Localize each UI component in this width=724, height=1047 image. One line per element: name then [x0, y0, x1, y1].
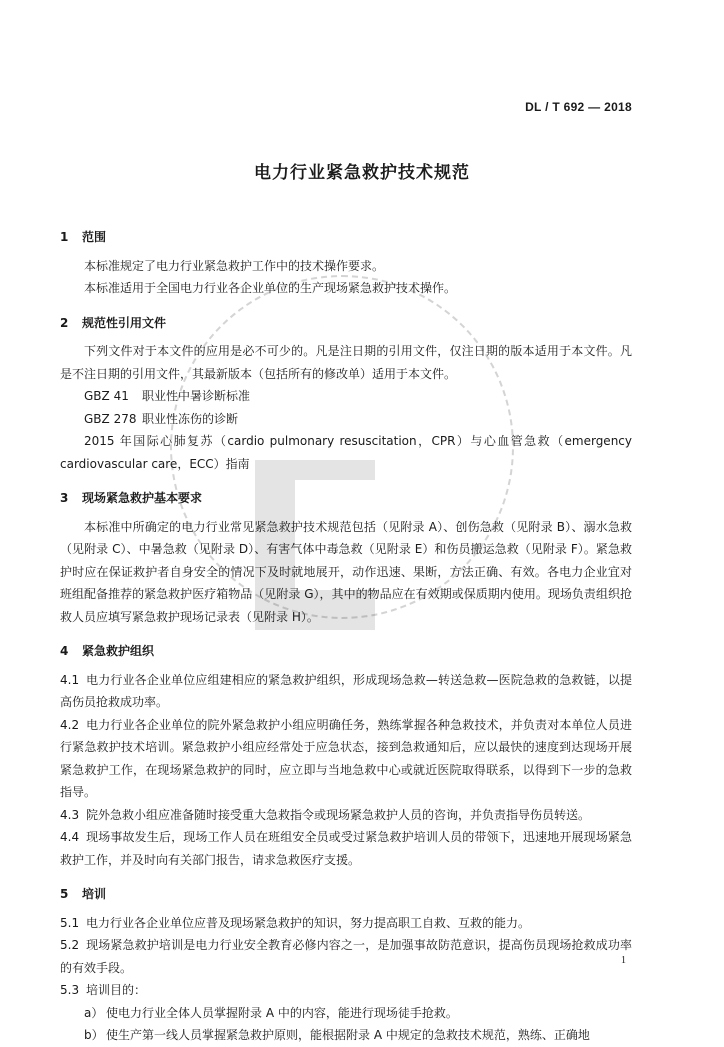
clause	[60, 669, 632, 714]
paragraph: 本标准适用于全国电力行业各企业单位的生产现场紧急救护技术操作。	[84, 281, 457, 295]
reference-item	[60, 385, 632, 408]
clause	[60, 912, 632, 935]
section-number: 1	[60, 230, 69, 244]
clause	[60, 826, 632, 871]
page-number: 1	[621, 955, 626, 966]
reference-item	[60, 408, 632, 431]
reference-guideline: 2015 年国际心肺复苏（cardio pulmonary resuscitation，CPR）与心血管急救（emergency cardiovascular care，ECC）指南	[60, 434, 632, 471]
clause-text: 现场紧急救护培训是电力行业安全教育必修内容之一，是加强事故防范意识，提高伤员现场抢救成功率的有效手段。	[60, 938, 632, 975]
section-number: 4	[60, 644, 69, 658]
reference-code: GBZ 41	[84, 389, 129, 403]
section-heading	[60, 640, 632, 663]
paragraph: 下列文件对于本文件的应用是必不可少的。凡是注日期的引用文件，仅注日期的版本适用于本文件。凡是不注日期的引用文件，其最新版本（包括所有的修改单）适用于本文件。	[60, 344, 632, 381]
clause	[60, 934, 632, 979]
clause	[60, 979, 632, 1002]
document-title: 电力行业紧急救护技术规范	[254, 163, 470, 183]
clause-text: 培训目的：	[86, 983, 147, 997]
clause-text: 现场事故发生后，现场工作人员在班组安全员或受过紧急救护培训人员的带领下，迅速地开展现场紧急救护工作，并及时向有关部门报告，请求急救医疗支援。	[60, 830, 632, 867]
reference-title: 职业性冻伤的诊断	[142, 411, 239, 426]
standard-code: DL / T 692 — 2018	[525, 100, 632, 114]
section-heading	[60, 883, 632, 906]
list-item	[60, 1024, 632, 1047]
reference-title: 职业性中暑诊断标准	[142, 389, 251, 403]
section-number: 3	[60, 491, 69, 505]
list-item-text: 使电力行业全体人员掌握附录 A 中的内容，能进行现场徒手抢救。	[106, 1005, 458, 1020]
paragraph: 本标准规定了电力行业紧急救护工作中的技术操作要求。	[84, 258, 385, 273]
clause-text: 电力行业各企业单位应组建相应的紧急救护组织，形成现场急救—转送急救—医院急救的急救链，以提高伤员抢救成功率。	[60, 672, 632, 709]
clause-number: 4.1	[60, 672, 80, 687]
section-number: 2	[60, 315, 69, 330]
clause-number: 5.3	[60, 983, 80, 997]
section-heading	[60, 487, 632, 510]
list-item-text: 使生产第一线人员掌握紧急救护原则，能根据附录 A 中规定的急救技术规范，熟练、正确地	[106, 1028, 590, 1042]
clause	[60, 714, 632, 804]
paragraph: 本标准中所确定的电力行业常见紧急救护技术规范包括（见附录 A）、创伤急救（见附录 B）、溺水急救（见附录 C）、中暑急救（见附录 D）、有害气体中毒急救（见附录 E）和伤员搬运急救（见附录 F）。紧急救护时应在保证救护者自身安全的情况下及时就地展开，动作迅速、果断，方法正确、有效。各电力企业宜对班组配备推荐的紧急救护医疗箱物品（见附录 G），其中的物品应在有效期或保质期内使用。现场负责组织抢救人员应填写紧急救护现场记录表（见附录 H）。	[60, 519, 632, 624]
list-marker: a）	[84, 1005, 104, 1020]
clause-number: 5.1	[60, 915, 80, 930]
clause-number: 5.2	[60, 938, 80, 952]
section-title: 现场紧急救护基本要求	[82, 491, 203, 505]
section-number: 5	[60, 887, 69, 901]
section-heading	[60, 312, 632, 335]
clause-text: 电力行业各企业单位应普及现场紧急救护的知识，努力提高职工自救、互救的能力。	[86, 915, 531, 930]
section-title: 培训	[82, 887, 107, 901]
section-title: 范围	[82, 230, 107, 244]
clause-text: 院外急救小组应准备随时接受重大急救指令或现场紧急救护人员的咨询，并负责指导伤员转送。	[86, 807, 591, 822]
clause-number: 4.2	[60, 717, 80, 732]
clause-number: 4.4	[60, 830, 80, 844]
section-title: 紧急救护组织	[82, 644, 155, 658]
clause-number: 4.3	[60, 807, 80, 822]
list-item	[60, 1002, 632, 1025]
clause	[60, 804, 632, 827]
document-body	[60, 226, 632, 1047]
section-heading	[60, 226, 632, 249]
clause-text: 电力行业各企业单位的院外紧急救护小组应明确任务，熟练掌握各种急救技术，并负责对本单位人员进行紧急救护技术培训。紧急救护小组应经常处于应急状态，接到急救通知后，应以最快的速度到达现场开展紧急救护工作，在现场紧急救护的同时，应立即与当地急救中心或就近医院取得联系，以得到下一步的急救指导。	[60, 717, 632, 799]
reference-code: GBZ 278	[84, 411, 137, 426]
list-marker: b）	[84, 1028, 104, 1042]
section-title: 规范性引用文件	[82, 315, 167, 330]
